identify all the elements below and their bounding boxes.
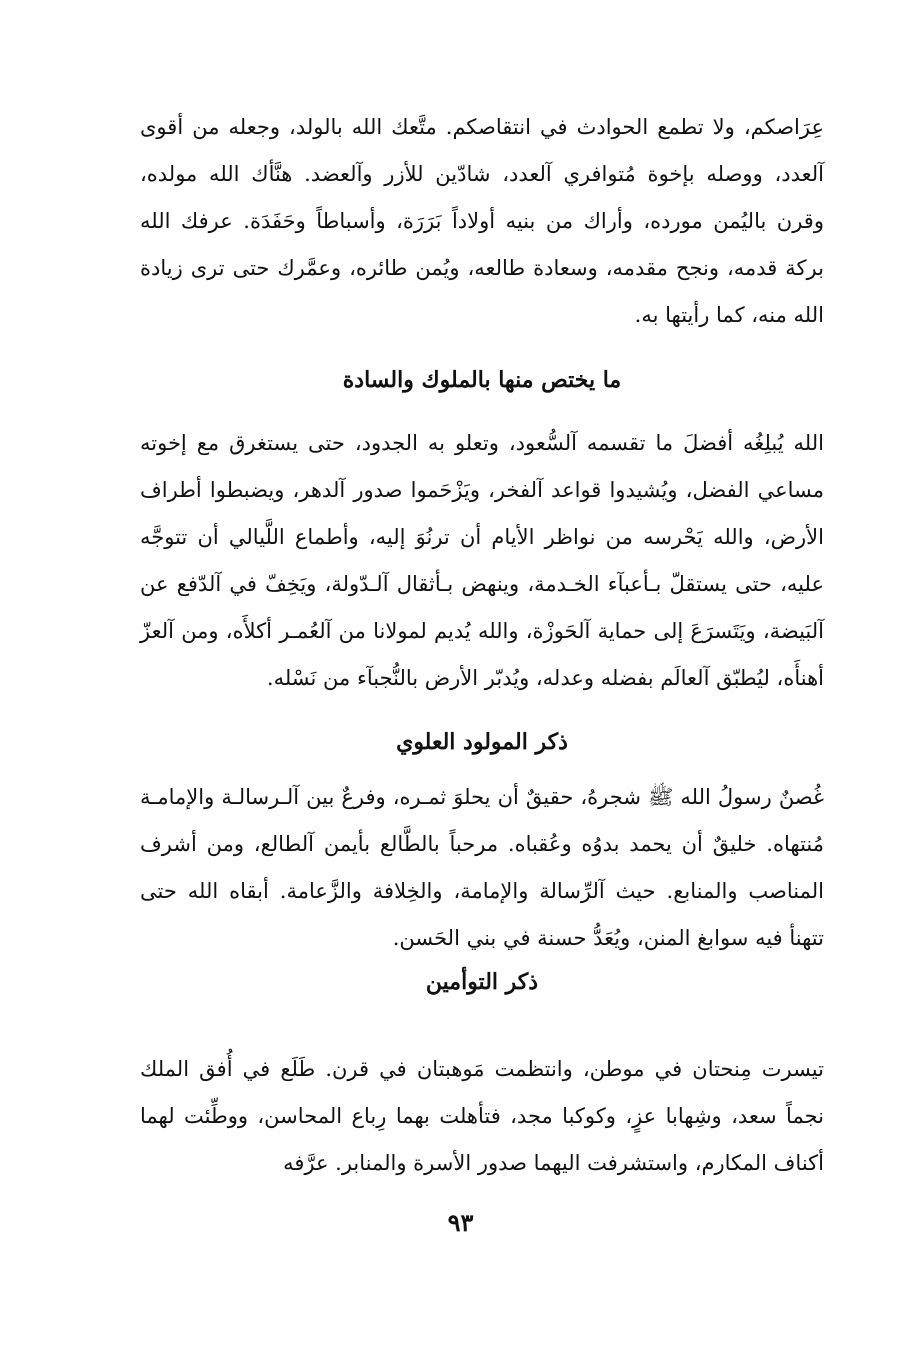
paragraph-kings: الله يُبلِغُه أفضلَ ما تقسمه آلسُّعود، وتعلو به الجدود، حتى يستغرق مع إخوته مساعي الفضل، ويُشيدوا قواعد آلفخر، ويَزْحَموا صدور آلدهر، ويضبطوا أطراف الأرض، والله يَحْرسه من نواظر الأيام أن ترنُوَ إليه، وأطماع اللَّيالي أن تتوجَّه عليه، حتى يستقلّ بـأعبآء الخـدمة، وينهض بـأثقال آلـدّولة، ويَخِفّ في آلدّفع عن آلبَيضة، ويَتَسرَعَ إلى حماية آلحَوزْة، والله يُديم لمولانا من آلعُمـر أكلأَه، ومن آلعزّ أهنأَه، ليُطبّق آلعالَم بفضله وعدله، ويُدبّر الأرض بالنُّجبآء من نَسْله. (140, 431, 824, 690)
page-number: ٩٣ (447, 1208, 474, 1237)
paragraph-alawi-newborn: غُصنٌ رسولُ الله ﷺ شجرهُ، حقيقٌ أن يحلوَ ثمـره، وفرعٌ بين آلـرسالـة والإمامـة مُنتهاه. خليقٌ أن يحمد بدوُه وعُقباه. مرحباً بالطَّالع بأيمن آلطالع، ومن أشرف المناصب والمنابع. حيث آلرِّسالة والإمامة، والخِلافة والزَّعامة. أبقاه الله حتى تتهنأ فيه سوابغ المنن، ويُعَدُّ حسنة في بني الحَسن. (140, 785, 824, 950)
paragraph-twins: تيسرت مِنحتان في موطن، وانتظمت مَوهبتان في قرن. طَلَع في أُفق الملك نجماً سعد، وشِهابا عزٍ، وكوكبا مجد، فتأهلت بهما رِباع المحاسن، ووطِّئت لهما أكناف المكارم، واستشرفت اليهما صدور الأسرة والمنابر. عرَّفه (140, 1057, 824, 1175)
paragraph-congratulations-son: عِرَاصكم، ولا تطمع الحوادث في انتقاصكم. متَّعك الله بالولد، وجعله من أقوى آلعدد، ووصله بإخوة مُتوافري آلعدد، شادّين للأزر وآلعضد. هنَّأك الله مولده، وقرن باليُمن مورده، وأراك من بنيه أولاداً بَرَرَة، وأسباطاً وحَفَدَة. عرفك الله بركة قدمه، ونجح مقدمه، وسعادة طالعه، ويُمن طائره، وعمَّرك حتى ترى زيادة الله منه، كما رأيتها به. (140, 115, 824, 327)
section-heading-alawi-newborn: ذكر المولود العلوي (396, 729, 568, 755)
section-heading-twins: ذكر التوأمين (425, 969, 539, 995)
section-heading-kings: ما يختص منها بالملوك والسادة (342, 367, 622, 393)
